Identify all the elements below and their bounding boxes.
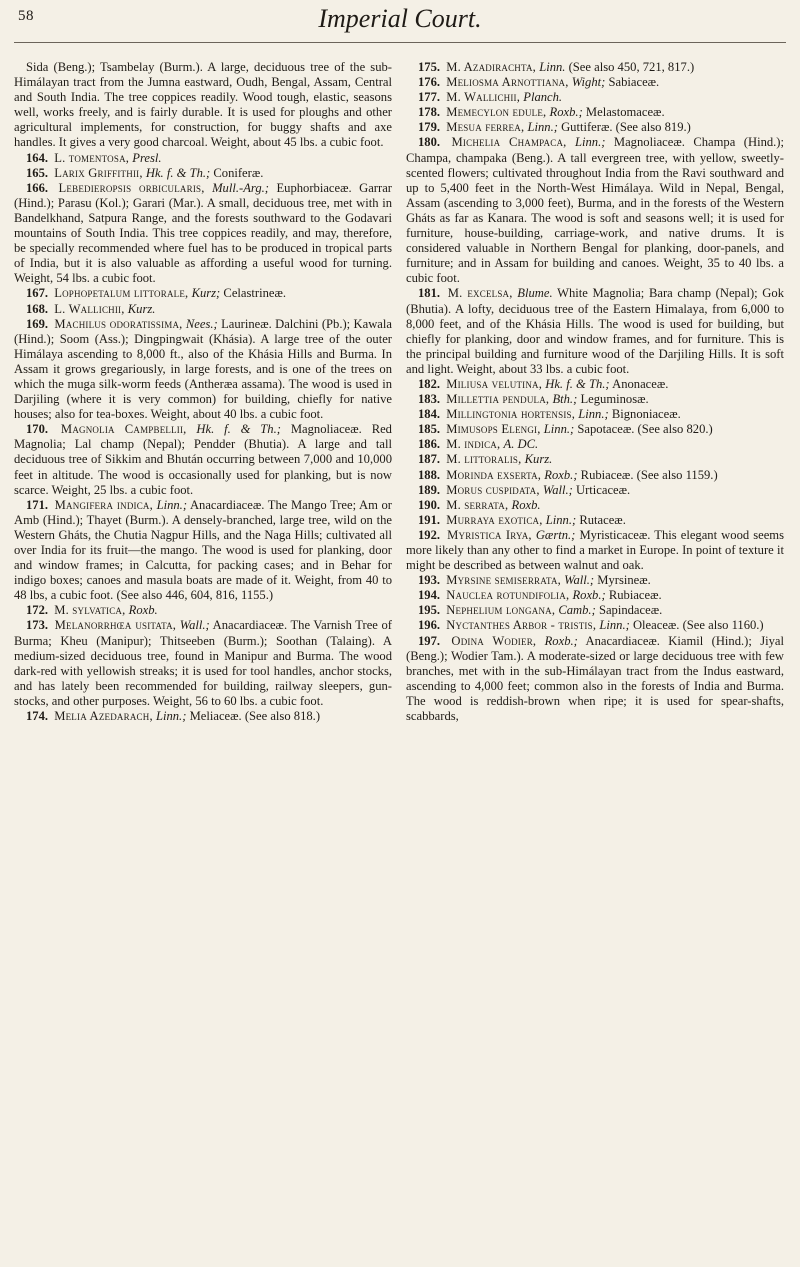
page-title: Imperial Court. [318,4,482,33]
entry-number: 188. [418,467,441,482]
entry-number: 197. [418,633,441,648]
entry-paragraph [406,120,784,135]
entry-paragraph [406,377,784,392]
entry-text: White Magnolia; Bara champ (Nepal); Gok (Bhutia). A lofty, deciduous tree of the Eastern Himalaya, from 6,000 to 8,000 feet, and of the Khásia Hills. The wood is used for building, but chiefly for planking, door and window frames, and for furniture. This is the principal building and furniture wood of the Darjiling Hills. It is soft and light. Weight, about 33 lbs. a cubic foot. [406,286,784,376]
authority-abbrev: Linn. [539,60,566,74]
entry-paragraph [14,618,392,709]
authority-abbrev: Hk. f. & Th.; [545,376,610,391]
two-column-text [14,60,786,1260]
entry-number: 192. [418,527,441,542]
botanical-name: Morus cuspidata, [446,482,540,497]
botanical-name: Melanorrhœa usitata, [54,618,177,633]
entry-paragraph [14,60,392,151]
authority-abbrev: Presl. [132,150,162,165]
entry-number: 180. [418,135,441,150]
botanical-name: L. Wallichii, [54,301,125,316]
botanical-name: Michelia Champaca, [451,135,567,150]
entry-number: 172. [26,603,49,618]
entry-paragraph [14,166,392,181]
botanical-name: Millingtonia hortensis, [446,407,576,422]
entry-number: 166. [26,180,49,195]
entry-paragraph [406,498,784,513]
authority-abbrev: Mull.-Arg.; [212,180,269,195]
entry-paragraph [406,573,784,588]
authority-abbrev: Kurz. [127,301,156,316]
botanical-name: M. excelsa, [447,286,513,301]
authority-abbrev: Roxb.; [572,588,606,603]
entry-paragraph [406,588,784,603]
entry-number: 164. [26,150,49,165]
entry-paragraph [406,483,784,498]
entry-text: Oleaceæ. (See also 1160.) [632,618,764,633]
entry-text: Anacardiaceæ. Kiamil (Hind.); Jiyal (Beng.); Wodier Tam.). A moderate-sized or large deciduous tree with few branches, met with in the sub-Himálayan tract from the Indus eastward, ascending to 4,000 feet; common also in the forests of India and Burma. The wood is reddish-brown when ripe; it is used for spear-shafts, scabbards, [406,633,784,724]
entry-paragraph [406,135,784,286]
entry-text: Rubiaceæ. [608,588,662,603]
entry-number: 191. [418,512,441,527]
entry-paragraph [406,90,784,105]
entry-text: Rutaceæ. [579,512,626,527]
botanical-name: Mimusops Elengi, [446,422,541,437]
entry-paragraph [406,634,784,725]
botanical-name: Mangifera indica, [54,497,153,512]
entry-paragraph [406,528,784,573]
authority-abbrev: Wall.; [564,573,595,588]
entry-paragraph [14,286,392,301]
entry-paragraph [406,75,784,90]
entry-text: Anonaceæ. [612,376,669,391]
entry-number: 183. [418,392,441,407]
botanical-name: Nyctanthes Arbor - tristis, [446,618,597,633]
authority-abbrev: Linn.; [543,422,575,437]
entry-text: Magnoliaceæ. Champa (Hind.); Champa, champaka (Beng.). A tall evergreen tree, with yellow, sweetly-scented flowers; cultivated throughout India from the Ravi southward and up to 5,400 feet in the North-West Himálaya. Wild in Nepal, Bengal, Assam (ascending to 3,000 feet), Burma, and in the forests of the Western Gháts as far as Kanara. The wood is soft and seasons well; it is used for furniture, house-building, carriage-work, and native drums. It is considered valuable in Northern Bengal for planking, door-panels, and furniture; and in Assam for building and canoes. Weight, 35 to 40 lbs. a cubic foot. [406,135,784,286]
entry-paragraph [406,452,784,467]
entry-text: Sabiaceæ. [608,75,660,90]
botanical-name: Myrsine semiserrata, [446,573,561,588]
entry-number: 186. [418,437,441,452]
botanical-name: Melia Azedarach, [54,709,153,724]
entry-paragraph [406,468,784,483]
botanical-name: Larix Griffithii, [54,165,143,180]
entry-number: 168. [26,301,49,316]
entry-text: Anacardiaceæ. The Varnish Tree of Burma; Kheu (Manipur); Thitseeben (Burm.); Soothan (Talaing). A medium-sized deciduous tree, found in Manipur and Burma. The wood dark-red with yellowish streaks; it is used for tool handles, anchor stocks, and has lately been recommended for building, railway sleepers, gun-stocks, and other purposes. Weight, 56 to 60 lbs. a cubic foot. [14,618,392,708]
botanical-name: M. sylvatica, [54,603,126,618]
entry-number: 194. [418,588,441,603]
botanical-name: Millettia pendula, [446,392,550,407]
botanical-name: Machilus odoratissima, [54,316,183,331]
entry-paragraph [406,392,784,407]
botanical-name: Lebedieropsis orbicularis, [58,180,205,195]
botanical-name: M. indica, [446,437,501,452]
authority-abbrev: Planch. [523,90,563,105]
entry-text: Urticaceæ. [576,482,631,497]
entry-number: 181. [418,286,441,301]
botanical-name: L. tomentosa, [54,150,130,165]
entry-number: 175. [418,60,441,74]
authority-abbrev: Hk. f. & Th.; [145,165,211,180]
entry-text: Leguminosæ. [580,392,649,407]
page-number: 58 [18,8,34,24]
entry-text: Euphorbiaceæ. Garrar (Hind.); Parasu (Kol.); Garari (Mar.). A small, deciduous tree, met with in Bandelkhand, Satpura Range, and the forests southward to the Godavari mountains of South India. This tree coppices readily, and may, therefore, be specially recommended where fuel has to be produced in tropical parts of India, but it is also valuable as affording a useful wood for turning. Weight, 54 lbs. a cubic foot. [14,180,392,286]
authority-abbrev: Wall.; [179,618,210,633]
entry-number: 176. [418,75,441,90]
botanical-name: Memecylon edule, [446,105,547,120]
entry-number: 170. [26,422,49,437]
authority-abbrev: Nees.; [185,316,218,331]
botanical-name: Meliosma Arnottiana, [446,75,569,90]
authority-abbrev: Roxb.; [549,105,583,120]
botanical-name: M. littoralis, [446,452,522,467]
entry-number: 187. [418,452,441,467]
entry-text: Guttiferæ. (See also 819.) [561,120,691,135]
header-rule [14,42,786,43]
entry-number: 185. [418,422,441,437]
entry-number: 179. [418,120,441,135]
authority-abbrev: Roxb. [511,497,541,512]
entry-paragraph [14,181,392,287]
authority-abbrev: Linn.; [545,512,577,527]
entry-text: Myristicaceæ. This elegant wood seems more likely than any other to find a market in Europe. In point of texture it might be described as between walnut and oak. [406,527,785,573]
entry-number: 174. [26,709,49,724]
entry-number: 165. [26,165,49,180]
entry-text: Sida (Beng.); Tsambelay (Burm.). A large, deciduous tree of the sub-Himálayan tract from the Jumna eastward, Oudh, Bengal, Assam, Central and South India. The tree coppices readily. Wood tough, elastic, seasons well, works freely, and is fairly durable. It is used for ploughs and other agricultural implements, for construction, for buggy shafts and axe handles. It gives a very good charcoal. Weight, about 45 lbs. a cubic foot. [14,60,392,150]
entry-text: Celastrineæ. [223,286,287,301]
botanical-name: Nauclea rotundifolia, [446,588,570,603]
entry-paragraph [406,422,784,437]
entry-number: 190. [418,497,441,512]
authority-abbrev: Hk. f. & Th.; [196,422,281,437]
authority-abbrev: A. DC. [503,437,539,452]
entry-paragraph [406,618,784,633]
entry-number: 169. [26,316,49,331]
entry-text: Sapindaceæ. [598,603,663,618]
entry-paragraph [14,317,392,423]
authority-abbrev: Camb.; [558,603,596,618]
botanical-name: M. Wallichii, [446,90,521,105]
botanical-name: Murraya exotica, [446,512,543,527]
entry-number: 196. [418,618,441,633]
entry-paragraph [14,709,392,724]
authority-abbrev: Linn.; [527,120,558,135]
botanical-name: Nephelium longana, [446,603,556,618]
authority-abbrev: Blume. [517,286,553,301]
entry-number: 167. [26,286,49,301]
botanical-name: Myristica Irya, [447,527,532,542]
entry-number: 178. [418,105,441,120]
entry-text: Anacardiaceæ. The Mango Tree; Am or Amb (Hind.); Thayet (Burm.). A densely-branched, large tree, wild on the Western Gháts, the Chutia Nagpur Hills, and the Naga Hills; cultivated all over India for its fruit—the mango. The wood is used for planking, door and window frames; in Calcutta, for packing cases; and in Behar for indigo boxes; canoes and masula boats are made of it. Weight, from 40 to 48 lbs, a cubic foot. (See also 446, 604, 816, 1155.) [14,497,392,603]
entry-number: 195. [418,603,441,618]
entry-paragraph [406,407,784,422]
entry-text: Meliaceæ. (See also 818.) [189,709,321,724]
entry-paragraph [406,286,784,377]
entry-text: Melastomaceæ. [585,105,665,120]
entry-paragraph [406,105,784,120]
entry-text: Magnoliaceæ. Red Magnolia; Lal champ (Nepal); Pendder (Bhutia). A large and tall deciduous tree of Sikkim and Bhután occurring between 7,000 and 10,000 feet in altitude. The wood is occasionally used for planking, but is now scarce. Weight, 25 lbs. a cubic foot. [14,422,392,497]
entry-text: Sapotaceæ. (See also 820.) [577,422,713,437]
entry-number: 193. [418,573,441,588]
authority-abbrev: Roxb. [128,603,158,618]
entry-number: 173. [26,618,49,633]
entry-text: Coniferæ. [213,165,264,180]
authority-abbrev: Roxb.; [544,467,578,482]
authority-abbrev: Wight; [571,75,606,90]
authority-abbrev: Wall.; [542,482,573,497]
authority-abbrev: Linn.; [155,709,187,724]
botanical-name: M. Azadirachta, [446,60,537,74]
entry-paragraph [14,151,392,166]
left-column [14,60,392,724]
entry-text: Laurineæ. Dalchini (Pb.); Kawala (Hind.); Soom (Ass.); Dingpingwait (Khásia). A large tree of the outer Himálaya ascending to 8,000 ft., also of the Khásia Hills and Burma. In Assam it grows gregariously, in large forests, and is one of the trees on which the muga silk-worm feeds (Antheræa assama). The wood is used in Darjiling (where it is very common) for building, chiefly for native houses; also for tea-boxes. Weight, about 40 lbs. a cubic foot. [14,316,392,422]
entry-text: (See also 450, 721, 817.) [568,60,695,74]
botanical-name: Magnolia Campbellii, [60,422,187,437]
entry-number: 182. [418,376,441,391]
botanical-name: Morinda exserta, [446,467,542,482]
entry-text: Bignoniaceæ. [611,407,681,422]
botanical-name: Miliusa velutina, [446,376,543,391]
entry-paragraph [14,603,392,618]
authority-abbrev: Linn.; [574,135,606,150]
entry-number: 171. [26,497,49,512]
authority-abbrev: Linn.; [156,497,188,512]
entry-paragraph [406,60,784,75]
entry-paragraph [406,437,784,452]
entry-text: Rubiaceæ. (See also 1159.) [580,467,718,482]
entry-paragraph [406,513,784,528]
authority-abbrev: Gærtn.; [535,527,576,542]
authority-abbrev: Linn.; [599,618,630,633]
entry-text: Myrsineæ. [597,573,651,588]
authority-abbrev: Linn.; [578,407,609,422]
entry-number: 177. [418,90,441,105]
entry-paragraph [14,498,392,604]
authority-abbrev: Roxb.; [544,633,578,648]
botanical-name: Mesua ferrea, [446,120,525,135]
botanical-name: M. serrata, [446,497,509,512]
entry-paragraph [14,422,392,497]
botanical-name: Lophopetalum littorale, [54,286,189,301]
entry-number: 184. [418,407,441,422]
entry-paragraph [14,302,392,317]
authority-abbrev: Kurz. [524,452,553,467]
right-column [406,60,784,724]
authority-abbrev: Kurz; [191,286,221,301]
authority-abbrev: Bth.; [552,392,578,407]
entry-number: 189. [418,482,441,497]
botanical-name: Odina Wodier, [451,633,537,648]
entry-paragraph [406,603,784,618]
